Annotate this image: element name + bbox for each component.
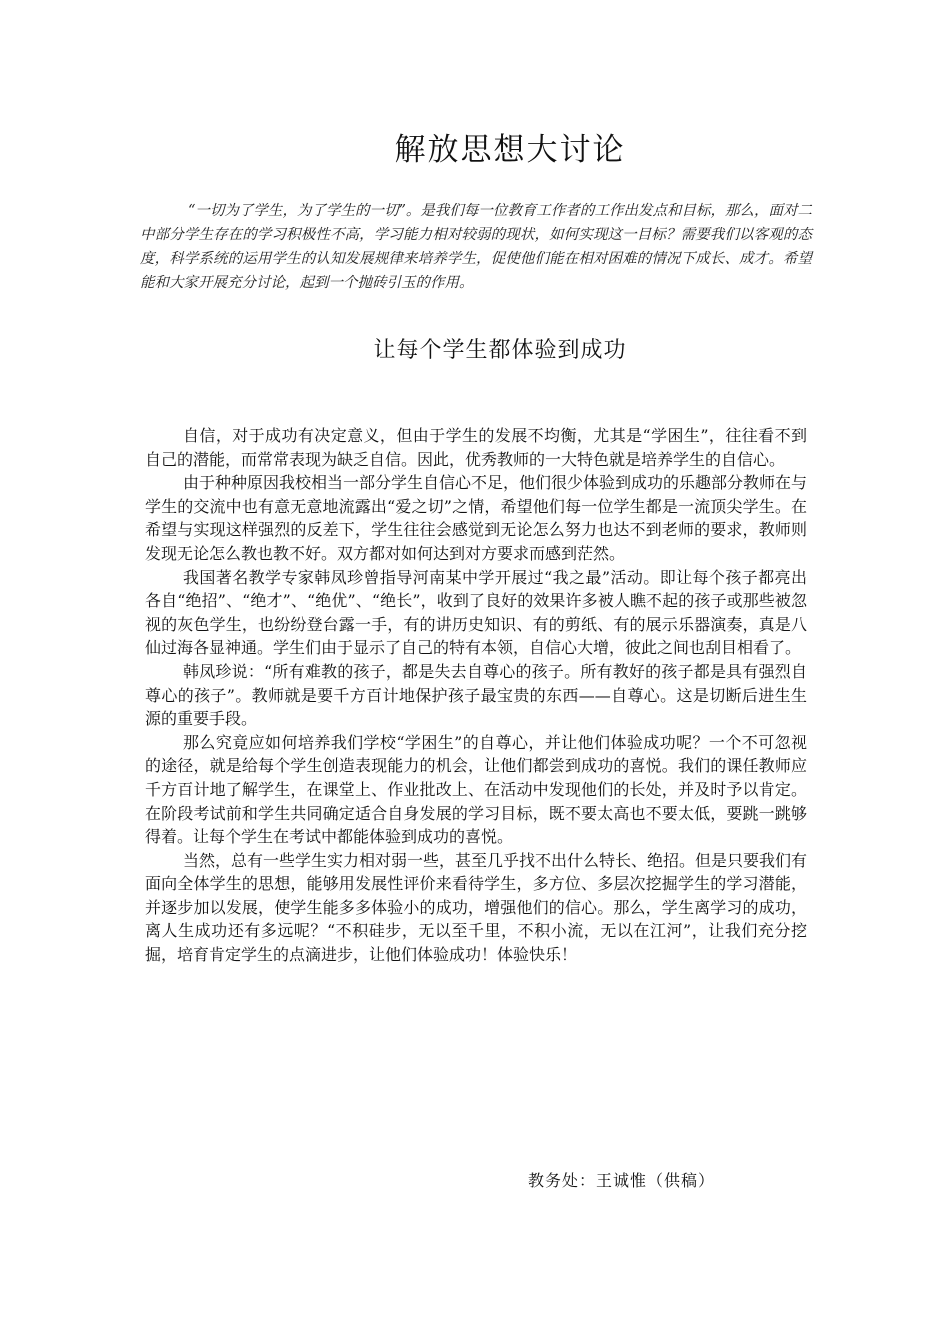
body-paragraph: 韩凤珍说：“所有难教的孩子，都是失去自尊心的孩子。所有教好的孩子都是具有强烈自尊心的孩子”。教师就是要千方百计地保护孩子最宝贵的东西——自尊心。这是切断后进生生源的重要手段。 — [145, 661, 807, 729]
signature-line: 教务处：王诚惟（供稿） — [528, 1171, 716, 1190]
intro-paragraph: “一切为了学生，为了学生的一切”。是我们每一位教育工作者的工作出发点和目标，那么，面对二中部分学生存在的学习积极性不高，学习能力相对较弱的现状，如何实现这一目标？需要我们以客观的态度，科学系统的运用学生的认知发展规律来培养学生，促使他们能在相对困难的情况下成长、成才。希望能和大家开展充分讨论，起到一个抛砖引玉的作用。 — [140, 203, 812, 291]
body-paragraph: 我国著名教学专家韩凤珍曾指导河南某中学开展过“我之最”活动。即让每个孩子都亮出各自“绝招”、“绝才”、“绝优”、“绝长”，收到了良好的效果许多被人瞧不起的孩子或那些被忽视的灰色学生，也纷纷登台露一手，有的讲历史知识、有的剪纸、有的展示乐器演奏，真是八仙过海各显神通。学生们由于显示了自己的特有本领，自信心大增，彼此之间也刮目相看了。 — [145, 567, 807, 658]
body-paragraph: 由于种种原因我校相当一部分学生自信心不足，他们很少体验到成功的乐趣部分教师在与学生的交流中也有意无意地流露出“爱之切”之情，希望他们每一位学生都是一流顶尖学生。在希望与实现这样强烈的反差下，学生往往会感觉到无论怎么努力也达不到老师的要求，教师则发现无论怎么教也教不好。双方都对如何达到对方要求而感到茫然。 — [145, 473, 808, 563]
document-title: 解放思想大讨论 — [394, 132, 626, 168]
article-subtitle: 让每个学生都体验到成功 — [373, 338, 627, 363]
article-body — [145, 424, 807, 967]
body-paragraph: 那么究竟应如何培养我们学校“学困生”的自尊心，并让他们体验成功呢？一个不可忽视的途径，就是给每个学生创造表现能力的机会，让他们都尝到成功的喜悦。我们的课任教师应千方百计地了解学生，在课堂上、作业批改上、在活动中发现他们的长处，并及时予以肯定。在阶段考试前和学生共同确定适合自身发展的学习目标，既不要太高也不要太低，要跳一跳够得着。让每个学生在考试中都能体验到成功的喜悦。 — [145, 732, 807, 847]
body-paragraph: 当然，总有一些学生实力相对弱一些，甚至几乎找不出什么特长、绝招。但是只要我们有面向全体学生的思想，能够用发展性评价来看待学生，多方位、多层次挖掘学生的学习潜能，并逐步加以发展，使学生能多多体验小的成功，增强他们的信心。那么，学生离学习的成功，离人生成功还有多远呢？“不积硅步，无以至千里，不积小流，无以在江河”，让我们充分挖掘，培育肯定学生的点滴进步，让他们体验成功！体验快乐！ — [145, 850, 808, 965]
body-paragraph: 自信，对于成功有决定意义，但由于学生的发展不均衡，尤其是“学困生”，往往看不到自己的潜能，而常常表现为缺乏自信。因此，优秀教师的一大特色就是培养学生的自信心。 — [145, 426, 807, 469]
